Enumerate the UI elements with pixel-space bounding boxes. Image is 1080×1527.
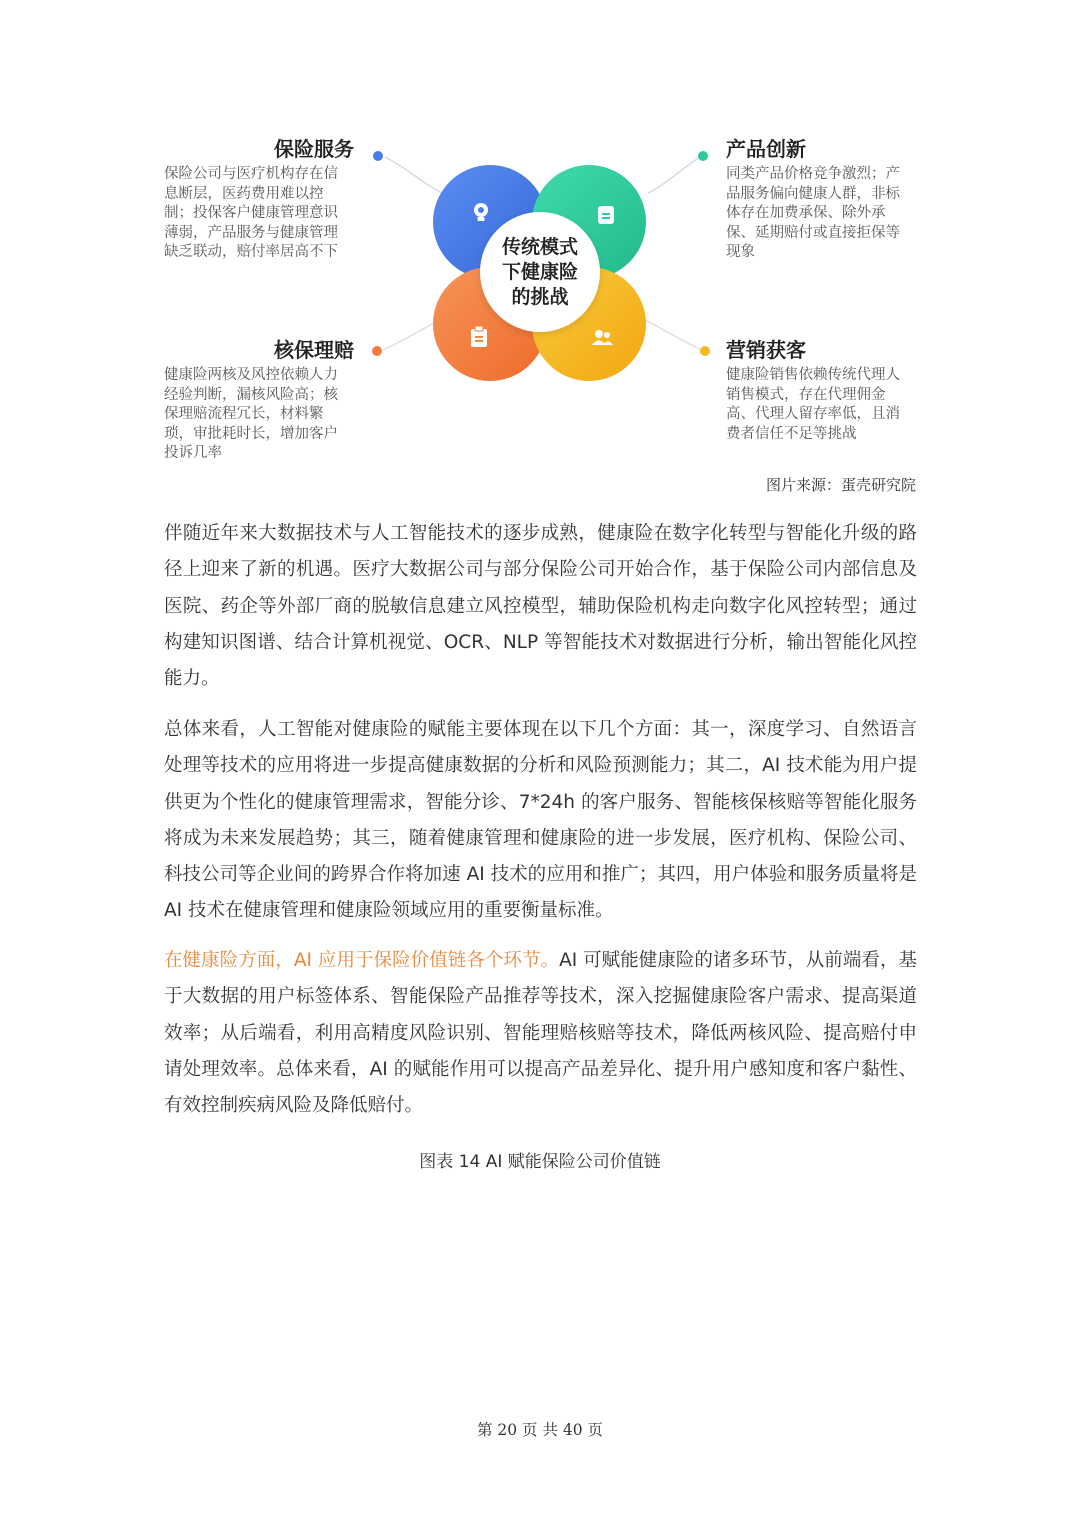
title-marketing: 营销获客 <box>726 338 806 362</box>
dot-yellow <box>700 346 710 356</box>
text-product-innovation: 同类产品价格竞争激烈；产品服务偏向健康人群，非标体存在加费承保、除外承保、延期赔付或直接拒保等现象 <box>726 166 900 260</box>
text-insurance-service: 保险公司与医疗机构存在信息断层，医药费用难以控制；投保客户健康管理意识薄弱，产品服务与健康管理缺乏联动，赔付率居高不下 <box>164 166 338 260</box>
clipboard-icon <box>471 326 487 347</box>
paragraph-2: 总体来看，人工智能对健康险的赋能主要体现在以下几个方面：其一，深度学习、自然语言处理等技术的应用将进一步提高健康数据的分析和风险预测能力；其二，AI 技术能为用户提供更为个性化的健康管理需求，智能分诊、7*24h 的客户服务、智能核保核赔等智能化服务将成为未来发展趋势；其三，随着健康管理和健康险的进一步发展，医疗机构、保险公司、科技公司等企业间的跨界合作将加速 AI 技术的应用和推广；其四，用户体验和服务质量将是 AI 技术在健康管理和健康险领域应用的重要衡量标准。 <box>164 719 917 922</box>
connector-line <box>648 157 700 193</box>
text-marketing: 健康险销售依赖传统代理人销售模式，存在代理佣金高、代理人留存率低，且消费者信任不足等挑战 <box>726 367 900 442</box>
center-line: 传统模式 <box>501 236 578 258</box>
connector-line <box>645 320 702 350</box>
dot-orange <box>372 346 382 356</box>
paragraph-3 <box>164 943 917 1124</box>
center-line: 下健康险 <box>501 261 578 283</box>
highlight-text: 在健康险方面，AI 应用于保险价值链各个环节。 <box>164 950 560 971</box>
title-product-innovation: 产品创新 <box>726 137 806 161</box>
center-label <box>480 235 600 310</box>
dot-green <box>698 151 708 161</box>
connector-line <box>383 320 440 350</box>
challenges-diagram <box>0 0 1080 470</box>
center-line: 的挑战 <box>511 286 569 308</box>
title-insurance-service: 保险服务 <box>274 137 354 161</box>
title-underwriting-claims: 核保理赔 <box>274 338 354 362</box>
image-source: 图片来源：蛋壳研究院 <box>765 476 916 494</box>
dot-blue <box>373 151 383 161</box>
connector-line <box>385 157 442 193</box>
figure-caption: 图表 14 AI 赋能保险公司价值链 <box>419 1152 661 1172</box>
badge-icon <box>598 206 614 224</box>
paragraph-3-body: AI 可赋能健康险的诸多环节，从前端看，基于大数据的用户标签体系、智能保险产品推荐等技术，深入挖掘健康险客户需求、提高渠道效率；从后端看，利用高精度风险识别、智能理赔核赔等技术，降低两核风险、提高赔付申请处理效率。总体来看，AI 的赋能作用可以提高产品差异化、提升用户感知度和客户黏性、有效控制疾病风险及降低赔付。 <box>164 950 917 1117</box>
paragraph-1: 伴随近年来大数据技术与人工智能技术的逐步成熟，健康险在数字化转型与智能化升级的路径上迎来了新的机遇。医疗大数据公司与部分保险公司开始合作，基于保险公司内部信息及医院、药企等外部厂商的脱敏信息建立风控模型，辅助保险机构走向数字化风控转型；通过构建知识图谱、结合计算机视觉、OCR、NLP 等智能技术对数据进行分析，输出智能化风控能力。 <box>164 523 917 690</box>
page-footer: 第 20 页 共 40 页 <box>476 1421 604 1439</box>
text-underwriting-claims: 健康险两核及风控依赖人力经验判断，漏核风险高；核保理赔流程冗长，材料繁琐，审批耗时长，增加客户投诉几率 <box>164 367 338 461</box>
